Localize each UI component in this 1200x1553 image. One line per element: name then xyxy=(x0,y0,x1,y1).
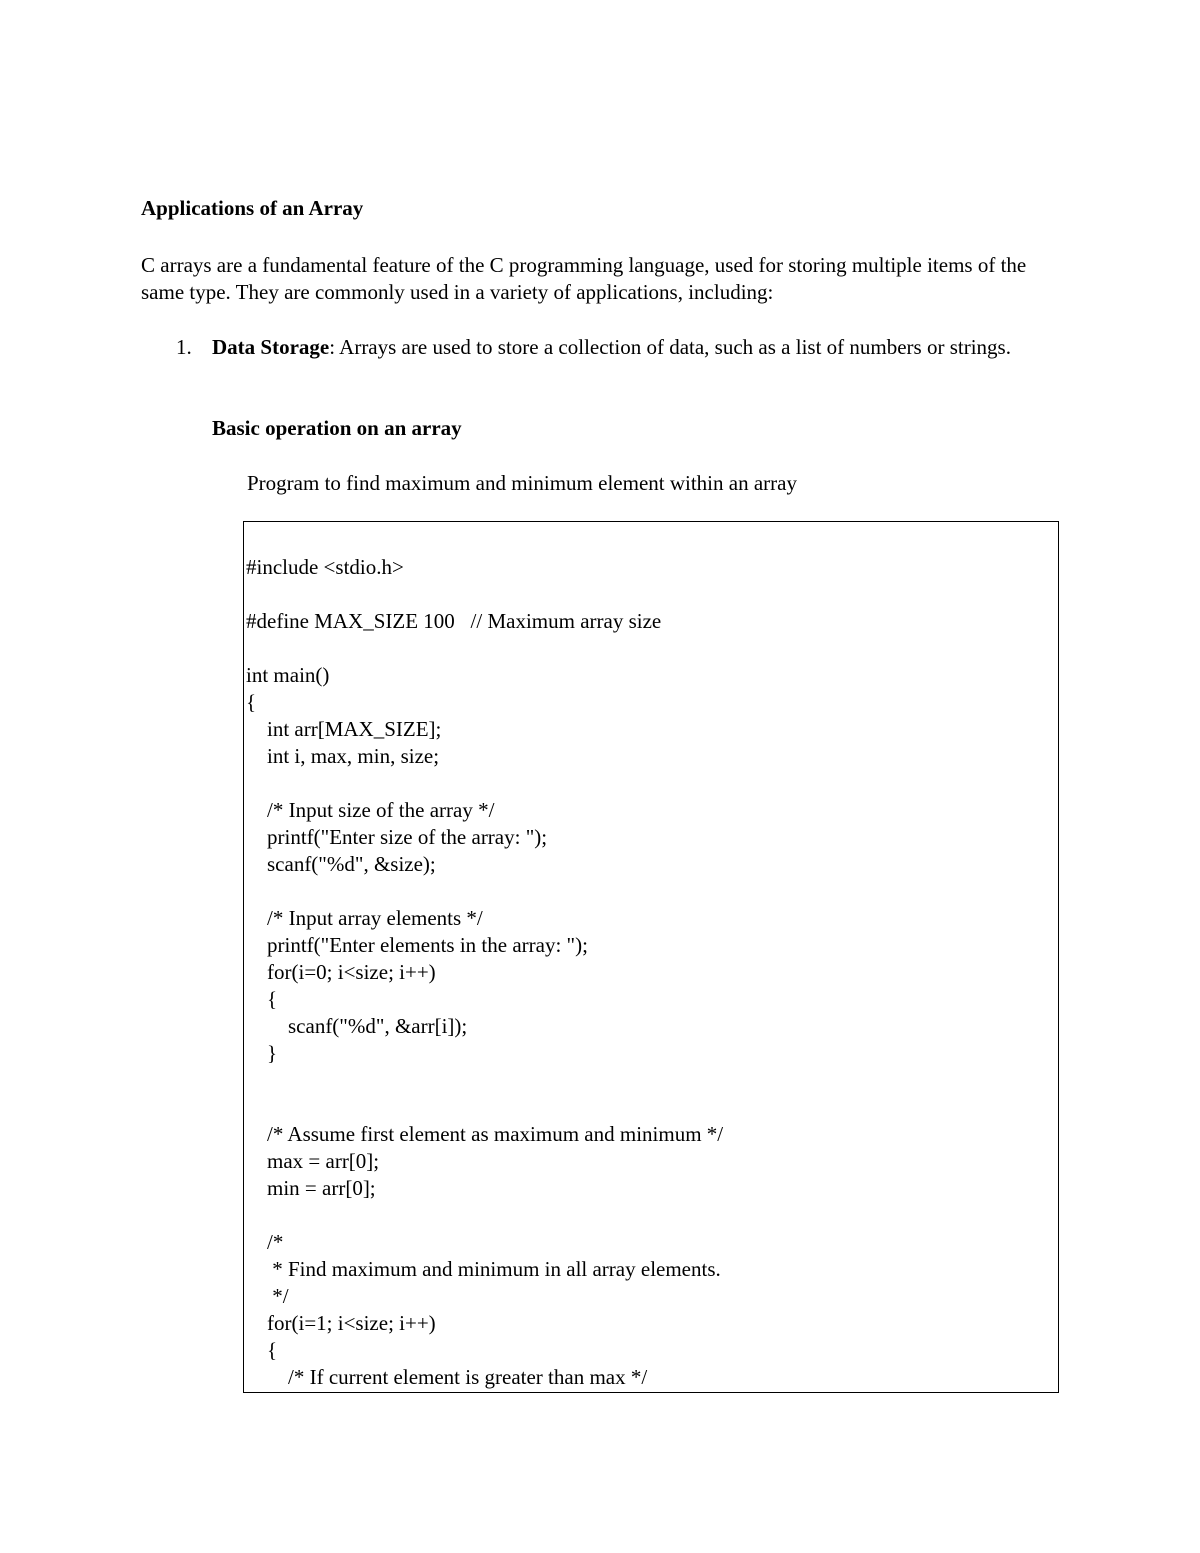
list-item-text xyxy=(212,334,1052,361)
list-item-number: 1. xyxy=(176,335,192,359)
code-line: } xyxy=(246,1041,278,1065)
code-line: int arr[MAX_SIZE]; xyxy=(246,717,442,741)
code-line: scanf("%d", &arr[i]); xyxy=(246,1014,468,1038)
code-line: * Find maximum and minimum in all array elements. xyxy=(246,1257,721,1281)
list-item-description: : Arrays are used to store a collection of data, such as a list of numbers or strings. xyxy=(329,335,1011,359)
code-line: #include <stdio.h> xyxy=(246,555,404,579)
code-line: printf("Enter elements in the array: "); xyxy=(246,933,588,957)
code-line: /* Input size of the array */ xyxy=(246,798,495,822)
document-title: Applications of an Array xyxy=(141,196,364,220)
program-caption: Program to find maximum and minimum element within an array xyxy=(247,471,797,495)
intro-paragraph: C arrays are a fundamental feature of the C programming language, used for storing multiple items of the same type. They are commonly used in a variety of applications, including: xyxy=(141,253,1027,304)
code-line: */ xyxy=(246,1284,289,1308)
code-line: /* xyxy=(246,1230,284,1254)
code-line: { xyxy=(246,690,257,714)
code-line: /* Assume first element as maximum and minimum */ xyxy=(246,1122,724,1146)
code-line: for(i=0; i<size; i++) xyxy=(246,960,436,984)
code-line: max = arr[0]; xyxy=(246,1149,380,1173)
code-block xyxy=(243,521,1059,1393)
code-line: #define MAX_SIZE 100 // Maximum array size xyxy=(246,609,662,633)
code-line: { xyxy=(246,987,278,1011)
code-line: printf("Enter size of the array: "); xyxy=(246,825,548,849)
list-item-term: Data Storage xyxy=(212,335,330,359)
code-line: scanf("%d", &size); xyxy=(246,852,436,876)
code-line: /* Input array elements */ xyxy=(246,906,483,930)
code-line: for(i=1; i<size; i++) xyxy=(246,1311,436,1335)
code-line: { xyxy=(246,1338,278,1362)
section-subheading: Basic operation on an array xyxy=(212,416,462,440)
code-line: int main() xyxy=(246,663,330,687)
code-line: min = arr[0]; xyxy=(246,1176,376,1200)
code-line: /* If current element is greater than max */ xyxy=(246,1365,648,1389)
code-line: int i, max, min, size; xyxy=(246,744,440,768)
